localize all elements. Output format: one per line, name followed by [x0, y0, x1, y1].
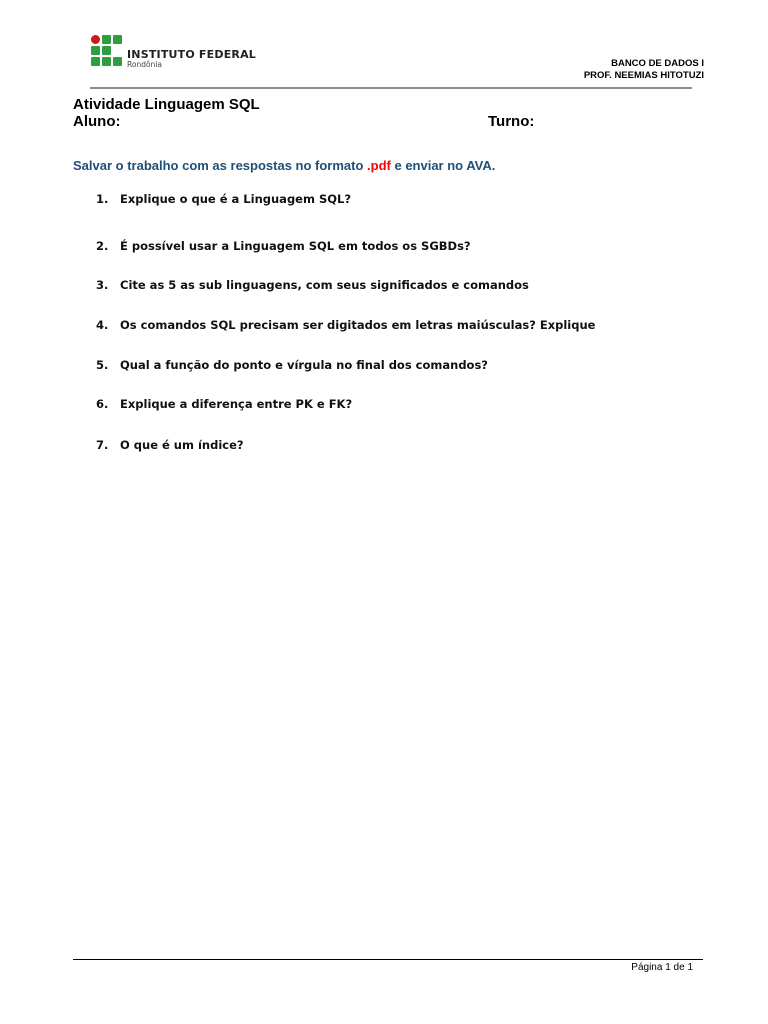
question-text: Cite as 5 as sub linguagens, com seus significados e comandos: [120, 278, 529, 292]
list-item: [96, 438, 244, 452]
logo-name: INSTITUTO FEDERAL: [127, 48, 257, 61]
list-item: [96, 278, 529, 292]
list-item: [96, 192, 351, 206]
question-number: 5.: [96, 358, 109, 372]
question-text: Explique o que é a Linguagem SQL?: [120, 192, 352, 206]
shift-label: Turno:: [488, 113, 535, 130]
question-text: O que é um índice?: [120, 438, 244, 452]
instruction-before: Salvar o trabalho com as respostas no formato: [73, 158, 368, 173]
list-item: [96, 318, 595, 332]
professor-name: PROF. NEEMIAS HITOTUZI: [583, 70, 704, 81]
question-text: Qual a função do ponto e vírgula no final dos comandos?: [120, 358, 488, 372]
instruction-text: [73, 158, 495, 173]
list-item: [96, 358, 488, 372]
question-text: Os comandos SQL precisam ser digitados em letras maiúsculas? Explique: [120, 318, 596, 332]
instruction-highlight: .pdf: [367, 158, 391, 173]
logo-mark-icon: [91, 35, 123, 67]
question-text: Explique a diferença entre PK e FK?: [120, 397, 353, 411]
footer-divider: [73, 959, 703, 960]
page-number: Página 1 de 1: [631, 962, 693, 973]
instruction-after: e enviar no AVA.: [390, 158, 496, 173]
institution-logo: [91, 35, 261, 67]
header-divider: [90, 87, 692, 89]
list-item: [96, 397, 352, 411]
course-name: BANCO DE DADOS I: [611, 58, 704, 69]
question-number: 4.: [96, 318, 109, 332]
header-info: [584, 58, 704, 82]
list-item: [96, 239, 471, 253]
question-number: 3.: [96, 278, 109, 292]
logo-subtitle: Rondônia: [127, 60, 162, 69]
question-number: 7.: [96, 438, 109, 452]
question-number: 2.: [96, 239, 109, 253]
question-number: 1.: [96, 192, 109, 206]
student-label: Aluno:: [73, 113, 121, 130]
page-title: Atividade Linguagem SQL: [73, 96, 260, 113]
question-text: É possível usar a Linguagem SQL em todos os SGBDs?: [120, 239, 471, 253]
question-number: 6.: [96, 397, 109, 411]
